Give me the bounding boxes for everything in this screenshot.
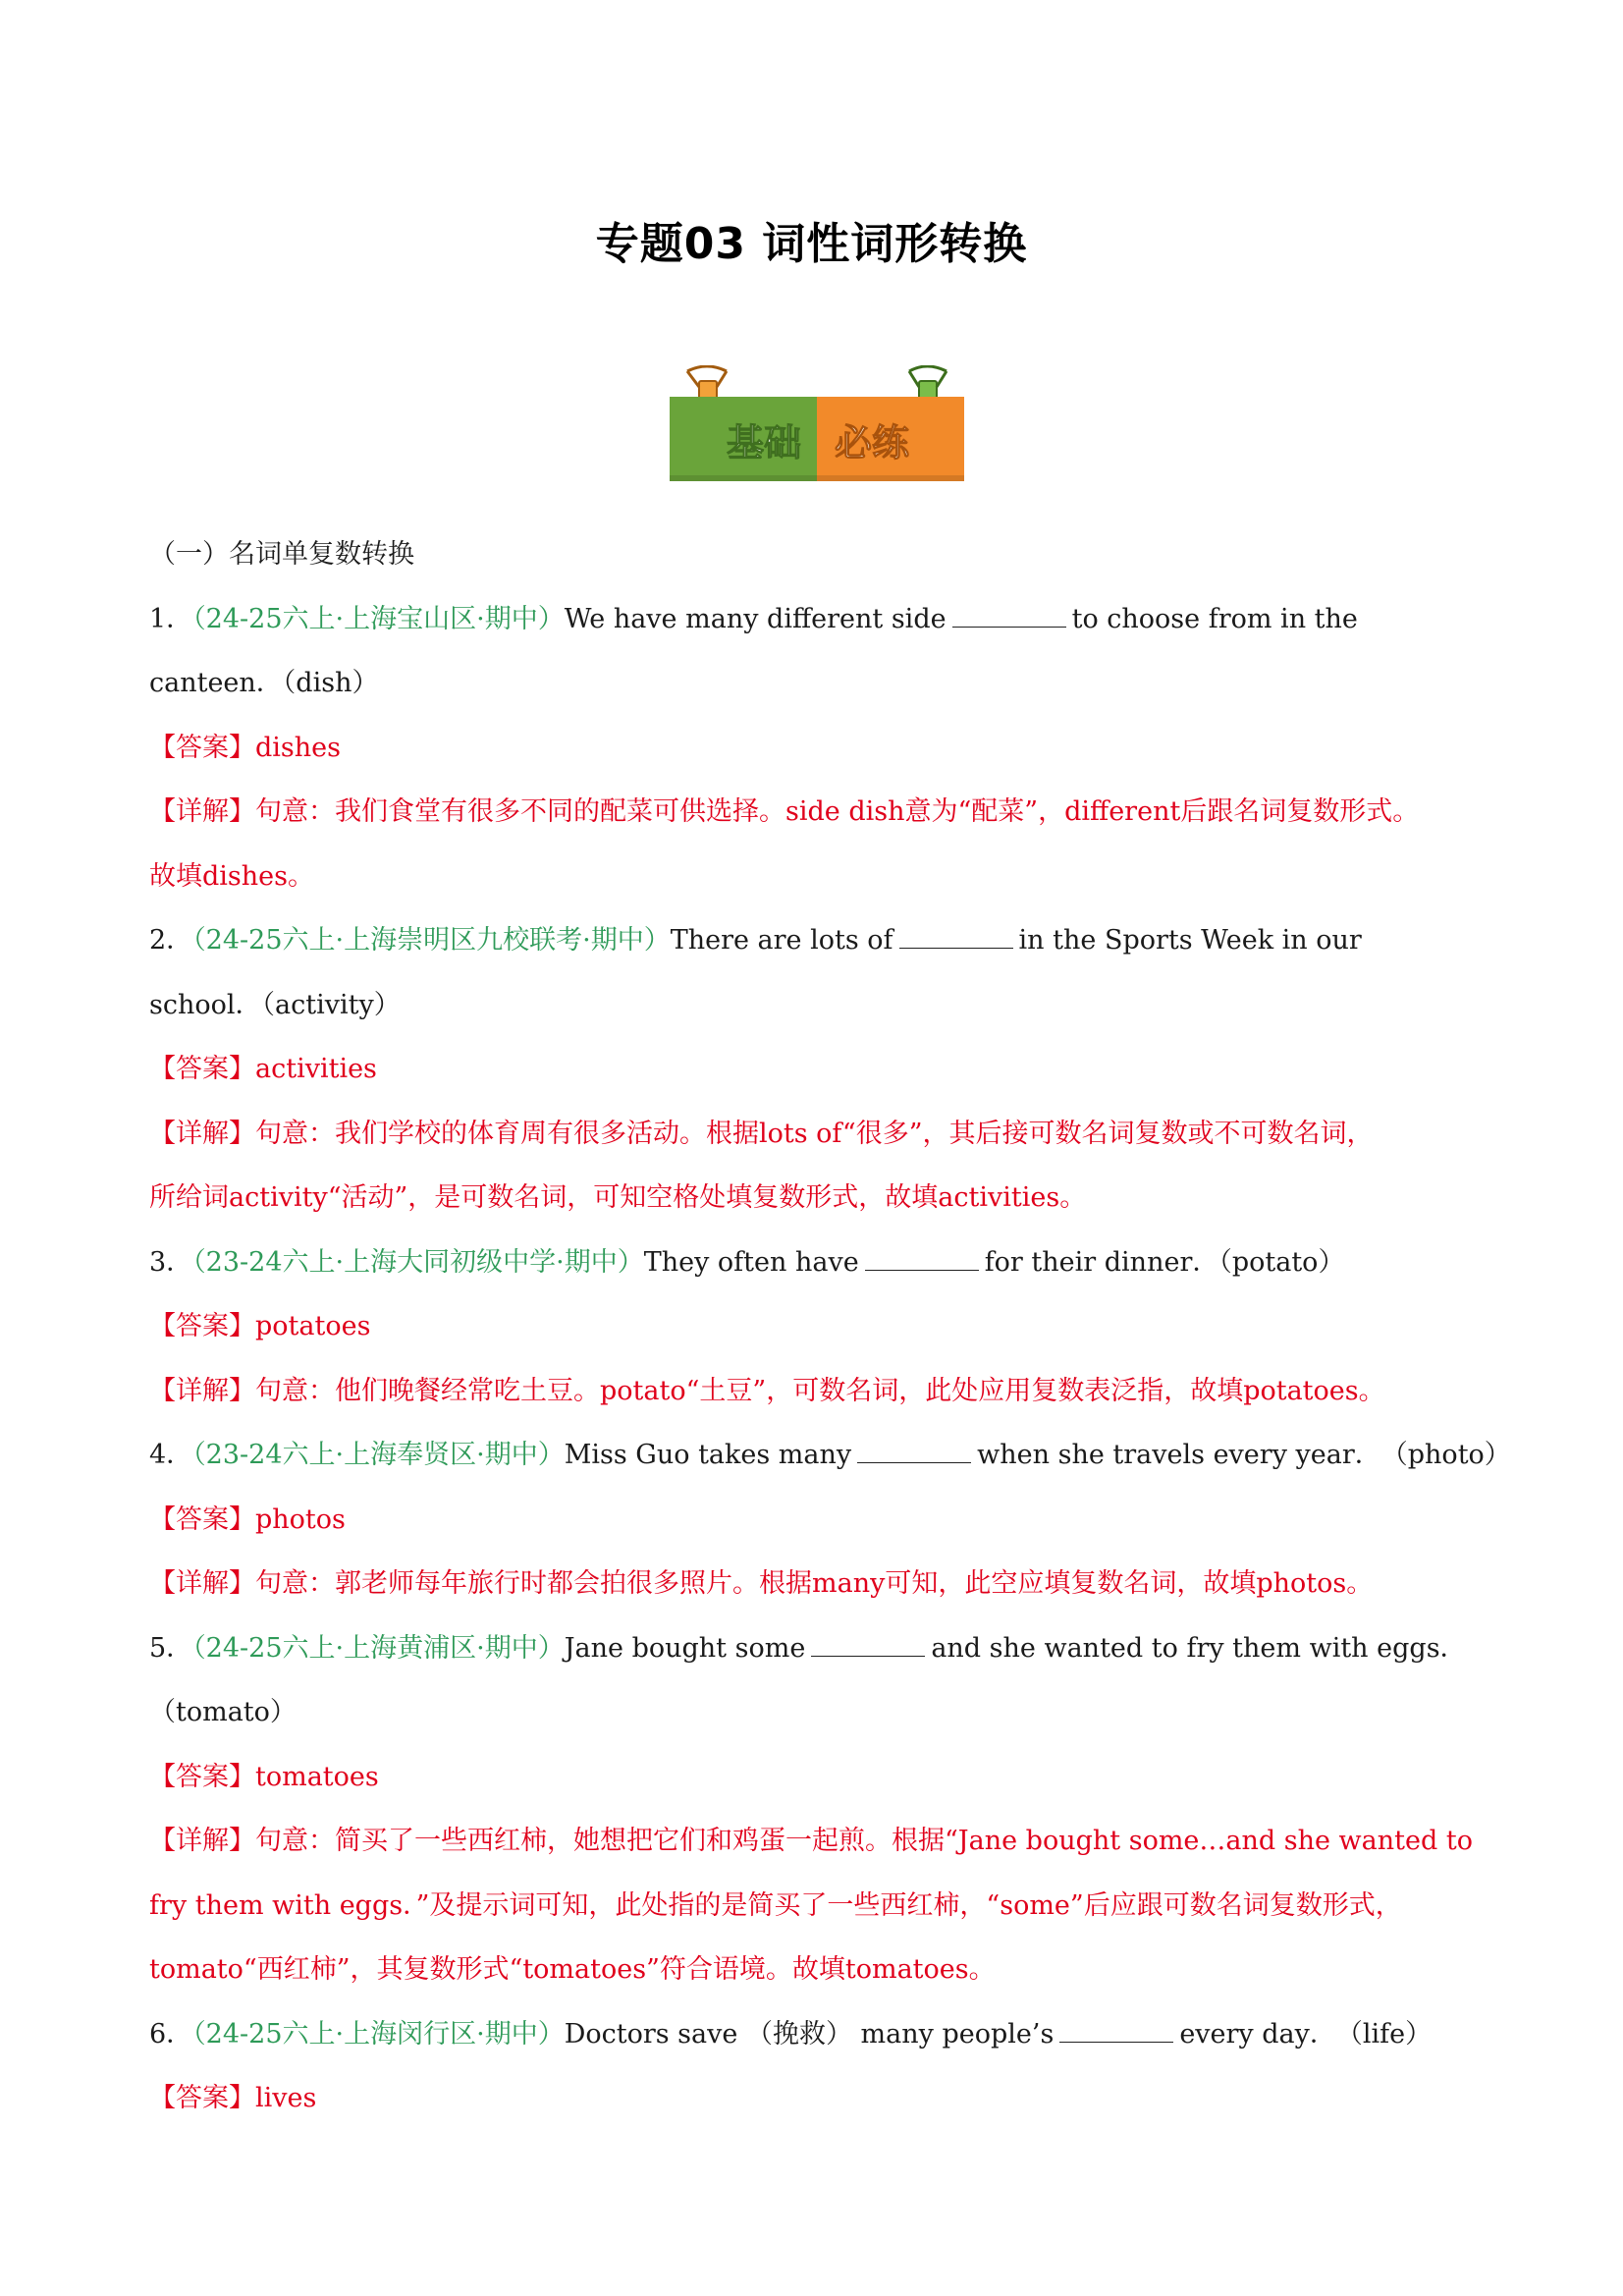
question-source: （24-25六上·上海宝山区·期中） [192, 603, 565, 634]
question-5 [149, 1616, 1485, 1681]
binder-clip-icon [687, 366, 727, 399]
question-text-continued: canteen．（dish） [149, 668, 379, 698]
explain-tag: 【详解】 [149, 1375, 255, 1406]
answer-line [149, 2066, 1485, 2131]
question-6 [149, 2002, 1485, 2067]
answer-blank [865, 1248, 979, 1271]
answer-line [149, 1745, 1485, 1810]
question-text: Doctors save （挽救） many people’s [564, 2018, 1055, 2050]
answer-blank [952, 605, 1066, 628]
question-number: 6． [149, 2018, 193, 2050]
question-number: 1． [149, 603, 193, 634]
answer-value: dishes [255, 732, 341, 763]
question-text: to choose from in the [1071, 603, 1358, 634]
answer-value: photos [255, 1503, 346, 1535]
question-source: （24-25六上·上海黄浦区·期中） [192, 1632, 565, 1664]
answer-tag: 【答案】 [149, 732, 255, 763]
question-number: 5． [149, 1632, 193, 1664]
answer-line [149, 1488, 1485, 1553]
badge-right-text: 必练 [834, 421, 910, 465]
question-text: We have many different side [564, 603, 947, 634]
question-text: when she travels every year． （photo） [977, 1440, 1511, 1470]
question-text: every day． （life） [1179, 2018, 1433, 2050]
page-title: 专题03 词性词形转换 [595, 219, 1028, 269]
question-text: They often have [643, 1246, 859, 1278]
answer-tag: 【答案】 [149, 2083, 255, 2113]
question-text: in the Sports Week in our [1018, 925, 1362, 956]
answer-blank [811, 1634, 925, 1657]
explanation-line [149, 1359, 1485, 1424]
question-text: There are lots of [670, 925, 893, 956]
explanation-text: 句意：他们晚餐经常吃土豆。potato“土豆”，可数名词，此处应用复数表泛指，故填potatoes。 [255, 1375, 1385, 1406]
explain-tag: 【详解】 [149, 796, 255, 827]
question-text: and she wanted to fry them with eggs． [931, 1632, 1467, 1664]
question-4 [149, 1423, 1511, 1488]
answer-blank [899, 926, 1013, 949]
explanation-text: 句意：我们学校的体育周有很多活动。根据lots of“很多”，其后接可数名词复数或不可数名词， [255, 1118, 1374, 1149]
answer-line [149, 1037, 1485, 1102]
question-number: 2． [149, 925, 193, 956]
answer-value: lives [255, 2083, 317, 2113]
question-2 [149, 908, 1485, 973]
explain-tag: 【详解】 [149, 1118, 255, 1149]
question-3 [149, 1230, 1485, 1295]
badge-left-text: 基础 [726, 421, 802, 465]
question-text: Miss Guo takes many [564, 1440, 852, 1470]
question-text-continued: school．（activity） [149, 989, 401, 1020]
explanation-text: 句意：郭老师每年旅行时都会拍很多照片。根据many可知，此空应填复数名词，故填photos。 [255, 1568, 1374, 1599]
answer-blank [857, 1441, 971, 1463]
section-badge [670, 365, 964, 485]
binder-clip-icon [909, 366, 947, 399]
answer-line [149, 716, 1485, 781]
explanation-line [149, 1809, 1485, 1874]
answer-value: activities [255, 1054, 377, 1084]
question-source: （24-25六上·上海崇明区九校联考·期中） [192, 925, 671, 956]
explanation-text: 故填dishes。 [149, 860, 314, 892]
question-number: 3． [149, 1246, 193, 1278]
question-source: （23-24六上·上海大同初级中学·期中） [192, 1246, 644, 1278]
explanation-text: tomato“西红柿”，其复数形式“tomatoes”符合语境。故填tomatoes。 [149, 1954, 996, 1985]
answer-tag: 【答案】 [149, 1503, 255, 1535]
answer-value: potatoes [255, 1311, 371, 1341]
explanation-line [149, 1102, 1485, 1167]
answer-blank [1059, 2020, 1173, 2043]
question-text-continued: （tomato） [149, 1697, 297, 1727]
explanation-line [149, 1552, 1485, 1616]
question-1 [149, 587, 1485, 652]
question-text: for their dinner．（potato） [984, 1246, 1345, 1278]
answer-value: tomatoes [255, 1761, 379, 1792]
explanation-text: 句意：简买了一些西红柿，她想把它们和鸡蛋一起煎。根据“Jane bought some…and she wanted to [255, 1826, 1473, 1856]
question-source: （23-24六上·上海奉贤区·期中） [192, 1440, 565, 1470]
explanation-line [149, 780, 1485, 845]
explanation-text: fry them with eggs．”及提示词可知，此处指的是简买了一些西红柿，“some”后应跟可数名词复数形式， [149, 1889, 1402, 1921]
explanation-text: 句意：我们食堂有很多不同的配菜可供选择。side dish意为“配菜”，different后跟名词复数形式。 [255, 796, 1420, 827]
question-text: Jane bought some [564, 1632, 806, 1664]
answer-line [149, 1294, 1485, 1359]
question-number: 4． [149, 1440, 193, 1470]
explain-tag: 【详解】 [149, 1568, 255, 1599]
question-source: （24-25六上·上海闵行区·期中） [192, 2018, 565, 2050]
section-heading: （一）名词单复数转换 [149, 539, 414, 570]
answer-tag: 【答案】 [149, 1761, 255, 1792]
explain-tag: 【详解】 [149, 1826, 255, 1856]
explanation-text: 所给词activity“活动”，是可数名词，可知空格处填复数形式，故填activities。 [149, 1182, 1087, 1213]
answer-tag: 【答案】 [149, 1054, 255, 1084]
question-list [149, 522, 1511, 2131]
answer-tag: 【答案】 [149, 1311, 255, 1341]
